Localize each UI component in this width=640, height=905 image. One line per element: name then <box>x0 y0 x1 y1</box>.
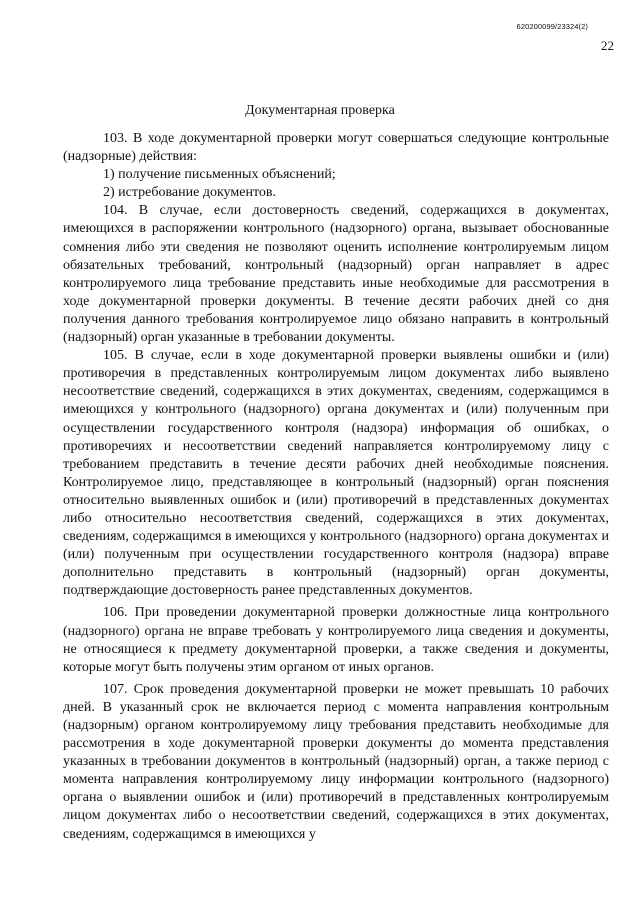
document-body <box>63 130 609 844</box>
section-title: Документарная проверка <box>245 103 395 118</box>
document-id: 620200099/23324(2) <box>516 22 588 31</box>
paragraph-107: 107. Срок проведения документарной проверки не может превышать 10 рабочих дней. В указанный срок не включается период с момента направления контрольным (надзорным) органом контролируемому лицу требования представить необходимые для рассмотрения в ходе документарной проверки документы до момента представления указанных в требовании документов в контрольный (надзорный) орган, а также период с момента направления контролируемому лицу информации контрольного (надзорного) органа о выявлении ошибок и (или) противоречий в представленных контролируемым лицом документах либо о несоответствии сведений, содержащихся в этих документах, сведениям, содержащимся в имеющихся у <box>63 681 609 842</box>
paragraph-103-item-1: 1) получение письменных объяснений; <box>103 167 336 183</box>
paragraph-104: 104. В случае, если достоверность сведений, содержащихся в документах, имеющихся в распоряжении контрольного (надзорного) органа, вызывает обоснованные сомнения либо эти сведения не позволяют оценить исполнение контролируемым лицом обязательных требований, контрольный (надзорный) орган направляет в адрес контролируемого лица требование представить иные необходимые для рассмотрения в ходе документарной проверки документы. В течение десяти рабочих дней со дня получения данного требования контролируемое лицо обязано направить в контрольный (надзорный) орган указанные в требовании документы. <box>63 203 609 346</box>
paragraph-106: 106. При проведении документарной проверки должностные лица контрольного (надзорного) органа не вправе требовать у контролируемого лица сведения и документы, не относящиеся к предмету документарной проверки, а также сведения и документы, которые могут быть получены этим органом от иных органов. <box>63 605 609 675</box>
paragraph-103: 103. В ходе документарной проверки могут совершаться следующие контрольные (надзорные) действия: <box>63 131 609 165</box>
page-number: 22 <box>601 38 614 53</box>
paragraph-103-item-2: 2) истребование документов. <box>103 185 276 201</box>
paragraph-105: 105. В случае, если в ходе документарной проверки выявлены ошибки и (или) противоречия в представленных контролируемым лицом документах либо выявлено несоответствие сведений, содержащихся в этих документах, сведениям, содержащимся в имеющихся у контрольного (надзорного) органа документах и (или) полученным при осуществлении государственного контроля (надзора) информация об ошибках, о противоречиях и несоответствии сведений направляется контролируемому лицу с требованием представить в течение десяти рабочих дней необходимые пояснения. Контролируемое лицо, представляющее в контрольный (надзорный) орган пояснения относительно выявленных ошибок и (или) противоречий в представленных документах либо относительно несоответствия сведений, содержащихся в этих документах, сведениям, содержащимся в имеющихся у контрольного (надзорного) органа документах и (или) полученным при осуществлении государственного контроля (надзора) вправе дополнительно представить в контрольный (надзорный) орган документы, подтверждающие достоверность ранее представленных документов. <box>63 348 609 599</box>
